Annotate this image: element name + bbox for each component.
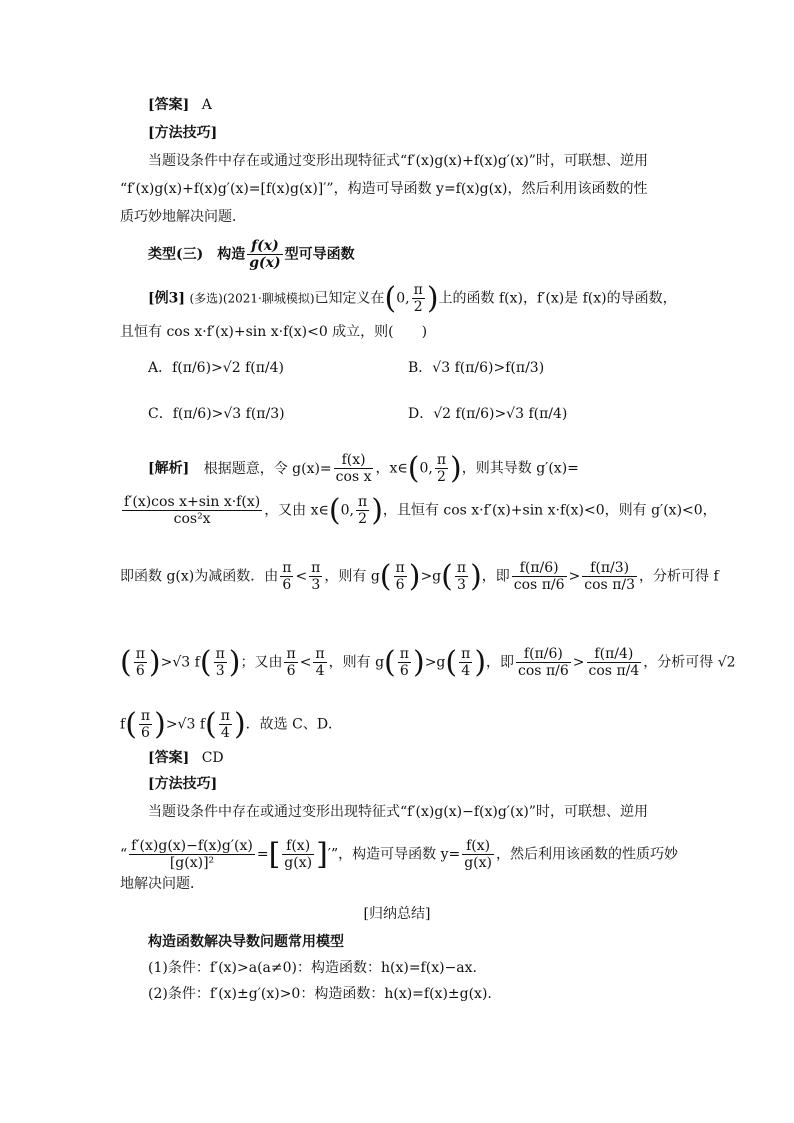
fraction-f6-cos6 [512, 560, 567, 593]
pi-symbol: π [140, 708, 151, 724]
summary-item-1: (1)条件：f′(x)>a(a≠0)：构造函数：h(x)=f(x)−ax. [148, 960, 477, 976]
pi-symbol: π [605, 646, 615, 662]
bracket: ( [205, 706, 217, 742]
method-tip-1-line-3: 质巧妙地解决问题． [120, 209, 246, 225]
f-symbol: f [523, 646, 530, 662]
type3-numerator: f(x) [247, 238, 282, 255]
denominator-3: 3 [311, 577, 321, 593]
greater-than: > [572, 654, 585, 671]
fraction-f-over-g [282, 838, 314, 871]
example-text-a: 已知定义在 [314, 290, 385, 307]
bracket: ( [199, 644, 212, 680]
pi-symbol: π [399, 646, 409, 662]
analysis-text: f [120, 716, 126, 733]
fraction-pi-6 [284, 646, 297, 679]
pi-symbol: π [286, 646, 296, 662]
fraction-pi-2 [435, 452, 448, 485]
bracket: ) [474, 644, 487, 680]
option-b [408, 358, 544, 378]
denominator-6: 6 [544, 560, 554, 576]
method-tip-2-line-3: 地解决问题． [120, 876, 204, 892]
fraction-pi-3 [309, 560, 322, 593]
option-d-text: √2 f(π/6)>√3 f(π/4) [433, 406, 568, 422]
method-tip-text: ′”，构造可导函数 y= [327, 846, 461, 863]
interval-bracket-close: ) [426, 280, 439, 316]
bracket: ) [412, 644, 425, 680]
fraction-numerator: f(x) [282, 838, 314, 855]
fraction-denominator: g(x) [284, 855, 313, 871]
fraction-numerator: f(π/6) [512, 560, 567, 577]
option-b-label: B． [408, 360, 433, 376]
bracket: ) [408, 558, 421, 594]
denominator-3: 3 [614, 560, 624, 576]
example-label: [例3] [148, 290, 185, 307]
option-a-label: A． [148, 360, 173, 376]
analysis-text: >√3 f [165, 716, 206, 733]
denominator-3: 3 [457, 577, 466, 593]
type3-denominator: g(x) [249, 255, 281, 271]
analysis-text: ，即 [486, 654, 515, 671]
analysis-text: ，即 [481, 568, 510, 585]
bracket: ) [148, 644, 161, 680]
pi-symbol: π [436, 452, 447, 468]
answer-label: [答案] [148, 750, 190, 766]
pi-symbol: π [530, 560, 540, 576]
fraction-pi-4 [313, 646, 326, 679]
less-than: < [295, 568, 308, 585]
equals-sign: = [256, 846, 269, 863]
option-c-text: f(π/6)>√3 f(π/3) [172, 406, 285, 422]
analysis-line-2 [120, 494, 717, 527]
bracket: ) [233, 706, 246, 742]
type3-fraction [247, 238, 282, 271]
bracket: ( [125, 706, 137, 742]
bracket: [ [268, 836, 281, 872]
less-than: < [299, 654, 312, 671]
example-text-b: 上的函数 f(x)，f′(x)是 f(x)的导函数， [438, 290, 677, 307]
option-c-label: C． [148, 406, 173, 422]
bracket: ( [120, 644, 132, 680]
fraction-f6-cos6 [516, 646, 571, 679]
example-line-1 [148, 282, 677, 315]
pi-symbol: π [534, 646, 544, 662]
bracket: ( [441, 558, 453, 594]
pi-symbol: π [545, 663, 556, 679]
fraction-numerator: f(π/3) [582, 560, 637, 577]
analysis-text: 0, [419, 460, 433, 477]
pi-symbol: π [616, 663, 626, 679]
fraction-pi-6 [280, 560, 293, 593]
bracket: ( [445, 644, 458, 680]
analysis-line-3 [120, 560, 719, 593]
f-symbol: f [590, 560, 596, 576]
fraction-quotient-rule [129, 838, 255, 871]
fraction-numerator: f(π/6) [516, 646, 571, 663]
option-d [408, 404, 567, 424]
denominator-4: 4 [630, 663, 640, 679]
fraction-pi-3 [214, 646, 227, 679]
denominator-3: 3 [215, 663, 225, 679]
analysis-text: ，则有 g [328, 654, 385, 671]
type3-prefix: 类型(三) 构造 [148, 246, 246, 263]
f-symbol: f [594, 646, 600, 662]
bracket: ) [371, 492, 383, 528]
method-tip-1-line-1: 当题设条件中存在或通过变形出现特征式“f′(x)g(x)+f(x)g′(x)”时，可联想、逆用 [148, 153, 648, 169]
fraction-numerator: f(π/4) [587, 646, 642, 663]
denominator-6: 6 [395, 577, 405, 593]
analysis-text: ；又由 [240, 654, 283, 671]
fraction-f-over-g [462, 838, 494, 871]
pi-symbol: π [541, 577, 551, 593]
pi-symbol: π [612, 577, 622, 593]
summary-heading: [归纳总结] [363, 906, 431, 922]
bracket: ) [470, 558, 482, 594]
denominator-3: 3 [626, 577, 636, 593]
denominator-6: 6 [286, 663, 296, 679]
analysis-text: 根据题意，令 g(x)= [203, 460, 332, 477]
option-a-text: f(π/6)>√2 f(π/4) [172, 360, 284, 376]
fraction-f4-cos4 [587, 646, 642, 679]
fraction-denominator: g(x) [464, 855, 492, 871]
denominator-4: 4 [619, 646, 628, 662]
fraction-pi-6 [394, 560, 407, 593]
summary-subheading: 构造函数解决导数问题常用模型 [148, 934, 344, 950]
denominator-4: 4 [220, 725, 230, 741]
pi-symbol: π [413, 282, 423, 298]
option-a [148, 358, 284, 378]
method-tip-label-2: [方法技巧] [148, 776, 218, 792]
pi-symbol: π [282, 560, 292, 576]
analysis-line-4 [120, 646, 736, 679]
denominator-2: 2 [436, 469, 446, 485]
fraction-numerator: f′(x)cos x+sin x·f(x) [124, 494, 261, 510]
denominator-2: 2 [358, 511, 368, 527]
analysis-text: ，分析可得 f [639, 568, 719, 585]
analysis-line-5 [120, 708, 342, 741]
pi-symbol: π [461, 646, 471, 662]
analysis-text: ，则其导数 g′(x)= [461, 460, 579, 477]
denominator-6: 6 [555, 577, 565, 593]
analysis-text: ，x∈ [375, 460, 408, 477]
fraction-denominator: cos π/3 [584, 577, 636, 593]
interval-start: 0, [396, 290, 410, 307]
denominator-2: 2 [413, 299, 423, 315]
fraction-denominator: cos x [335, 469, 372, 485]
type3-heading [148, 238, 355, 271]
fraction-f3-cos3 [582, 560, 637, 593]
fraction-denominator: cos π/6 [518, 663, 569, 679]
pi-symbol: π [600, 560, 611, 576]
bracket: ] [316, 836, 328, 872]
fraction-numerator: f′(x)g(x)−f(x)g′(x) [131, 838, 253, 854]
bracket: ) [154, 706, 166, 742]
bracket: ( [379, 558, 392, 594]
fraction-denominator: cos π/6 [513, 577, 565, 593]
example-source: (多选)(2021·聊城模拟) [189, 291, 315, 306]
analysis-text: >√3 f [160, 654, 200, 671]
denominator-6: 6 [548, 646, 558, 662]
analysis-text: ．故选 C、D． [245, 716, 343, 733]
example-line-2: 且恒有 cos x·f′(x)+sin x·f(x)<0 成立，则( ) [120, 324, 428, 340]
analysis-text: 0, [340, 502, 354, 519]
type3-suffix: 型可导函数 [284, 246, 355, 263]
denominator-4: 4 [461, 663, 471, 679]
pi-symbol: π [220, 708, 230, 724]
cos-symbol: cos [513, 577, 538, 593]
analysis-text: ，则有 g [324, 568, 380, 585]
fraction-pi-6 [398, 646, 411, 679]
denominator-6: 6 [282, 577, 292, 593]
bracket: ) [228, 644, 241, 680]
f-symbol: f [519, 560, 525, 576]
option-d-label: D． [408, 406, 434, 422]
pi-symbol: π [311, 560, 321, 576]
interval-bracket: ( [384, 280, 397, 316]
analysis-text: ，分析可得 √2 [643, 654, 736, 671]
analysis-text: >g [420, 568, 442, 585]
method-tip-2-line-1: 当题设条件中存在或通过变形出现特征式“f′(x)g(x)−f(x)g′(x)”时，可联想、逆用 [148, 804, 648, 820]
method-tip-text: “ [120, 846, 128, 863]
interval-pi-over-2 [412, 282, 425, 315]
answer-label: [答案] [148, 97, 190, 113]
pi-symbol: π [315, 646, 325, 662]
fraction-pi-3 [455, 560, 468, 593]
denominator-6: 6 [141, 725, 150, 741]
fraction-denominator: [g(x)]² [169, 855, 215, 871]
option-c [148, 404, 285, 424]
fraction-pi-6 [139, 708, 152, 741]
fraction-numerator: f(x) [462, 838, 494, 855]
fraction-numerator: f(x) [334, 452, 374, 469]
analysis-text: >g [424, 654, 446, 671]
cos-symbol: cos [518, 663, 542, 679]
method-tip-1-line-2: “f′(x)g(x)+f(x)g′(x)=[f(x)g(x)]′”，构造可导函数 y=f(x)g(x)，然后利用该函数的性 [120, 181, 648, 197]
method-tip-2-line-2 [120, 838, 678, 871]
pi-symbol: π [215, 646, 225, 662]
analysis-text: 即函数 g(x)为减函数．由 [120, 568, 279, 585]
bracket: ( [407, 450, 420, 486]
method-tip-label-1: [方法技巧] [148, 125, 218, 141]
analysis-line-1 [148, 452, 579, 485]
fraction-pi-4 [459, 646, 472, 679]
bracket: ( [328, 492, 341, 528]
denominator-6: 6 [399, 663, 409, 679]
fraction-pi-2 [356, 494, 369, 527]
cos-symbol: cos [588, 663, 612, 679]
analysis-text: ，且恒有 cos x·f′(x)+sin x·f(x)<0，则有 g′(x)<0， [382, 502, 717, 519]
denominator-6: 6 [559, 663, 569, 679]
answer-line-1 [148, 95, 212, 115]
fraction-derivative [122, 494, 262, 527]
answer-value: CD [201, 750, 224, 766]
answer-line-2 [148, 748, 224, 768]
fraction-pi-4 [219, 708, 232, 741]
bracket: ) [450, 450, 462, 486]
pi-symbol: π [456, 560, 467, 576]
cos-symbol: cos [584, 577, 608, 593]
pi-symbol: π [135, 646, 145, 662]
greater-than: > [568, 568, 581, 585]
summary-item-2: (2)条件：f′(x)±g′(x)>0：构造函数：h(x)=f(x)±g(x). [148, 986, 492, 1002]
analysis-label: [解析] [148, 460, 190, 477]
fraction-pi-6 [134, 646, 147, 679]
bracket: ( [384, 644, 396, 680]
denominator-6: 6 [135, 663, 145, 679]
denominator-4: 4 [315, 663, 325, 679]
pi-symbol: π [357, 494, 368, 510]
fraction-g [334, 452, 374, 485]
fraction-denominator: cos π/4 [588, 663, 640, 679]
pi-symbol: π [395, 560, 405, 576]
answer-value: A [201, 97, 212, 113]
fraction-denominator: cos²x [173, 511, 211, 527]
method-tip-text: ，然后利用该函数的性质巧妙 [496, 846, 678, 863]
option-b-text: √3 f(π/6)>f(π/3) [432, 360, 545, 376]
analysis-text: ，又由 x∈ [264, 502, 329, 519]
